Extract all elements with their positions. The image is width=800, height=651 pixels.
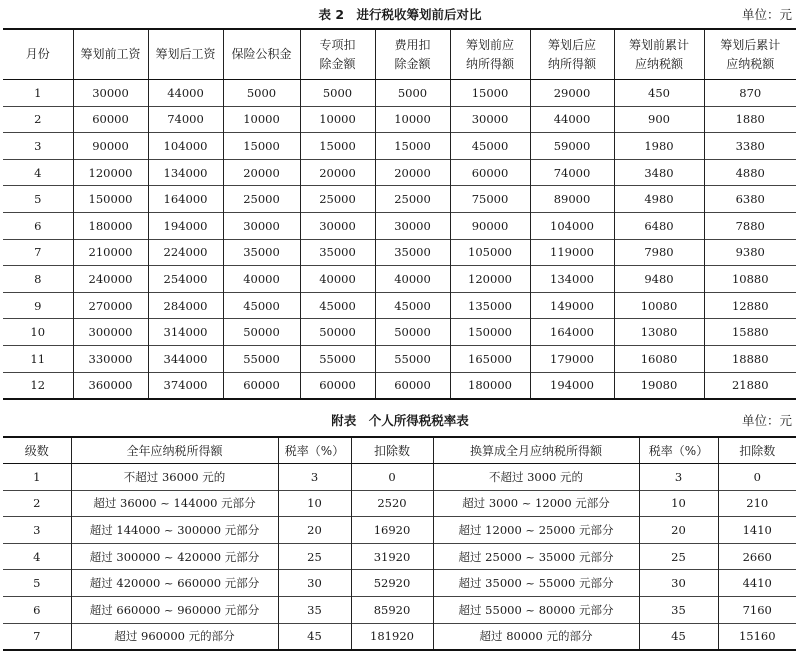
table2-cell: 15160 xyxy=(718,623,796,650)
table1-cell: 344000 xyxy=(148,345,223,372)
table1-cell: 104000 xyxy=(148,133,223,160)
table1-cell: 29000 xyxy=(530,80,614,107)
table1-cell: 40000 xyxy=(300,266,375,293)
table1-cell: 5000 xyxy=(300,80,375,107)
table2-cell: 4410 xyxy=(718,570,796,597)
table1-cell: 870 xyxy=(704,80,796,107)
table1-cell: 10880 xyxy=(704,266,796,293)
table1-cell: 314000 xyxy=(148,319,223,346)
table2-cell: 超过 420000 ~ 660000 元部分 xyxy=(71,570,278,597)
table2-cell: 6 xyxy=(3,596,71,623)
table1-cell: 11 xyxy=(3,345,73,372)
table1-cell: 15000 xyxy=(375,133,450,160)
table1-cell: 165000 xyxy=(450,345,530,372)
table1-header-line: 除金额 xyxy=(319,56,356,71)
table1-row xyxy=(3,292,796,319)
table2-cell: 超过 3000 ~ 12000 元部分 xyxy=(433,490,639,517)
table1-header-cell xyxy=(300,29,375,80)
table1-header-line: 筹划后应 xyxy=(547,37,596,52)
table2-cell: 超过 960000 元的部分 xyxy=(71,623,278,650)
table1-header-line: 纳所得额 xyxy=(465,56,514,71)
table2-cell: 16920 xyxy=(351,517,433,544)
table1-header-line: 保险公积金 xyxy=(231,47,292,61)
table1-header-line: 专项扣 xyxy=(319,37,356,52)
table2-header-row xyxy=(3,437,796,464)
table1-cell: 374000 xyxy=(148,372,223,399)
table1-cell: 105000 xyxy=(450,239,530,266)
table1-cell: 300000 xyxy=(73,319,148,346)
table1-header-line: 筹划前工资 xyxy=(80,47,141,61)
table2-cell: 210 xyxy=(718,490,796,517)
table1-row xyxy=(3,319,796,346)
tax-planning-comparison-table xyxy=(3,28,796,400)
table2-row xyxy=(3,464,796,491)
table1-cell: 9480 xyxy=(614,266,704,293)
table2-cell: 25 xyxy=(639,543,718,570)
table2-cell: 0 xyxy=(718,464,796,491)
table1-cell: 119000 xyxy=(530,239,614,266)
table2-row xyxy=(3,543,796,570)
table1-header-line: 月份 xyxy=(25,47,50,61)
table1-cell: 7980 xyxy=(614,239,704,266)
table1-cell: 6380 xyxy=(704,186,796,213)
table2-header-cell: 换算成全月应纳税所得额 xyxy=(433,437,639,464)
table1-cell: 90000 xyxy=(450,212,530,239)
table2-cell: 10 xyxy=(278,490,351,517)
table1-cell: 104000 xyxy=(530,212,614,239)
table1-cell: 6480 xyxy=(614,212,704,239)
table2-cell: 5 xyxy=(3,570,71,597)
table1-header-cell xyxy=(614,29,704,80)
table2-cell: 1410 xyxy=(718,517,796,544)
table1-header-row xyxy=(3,29,796,80)
table1-cell: 16080 xyxy=(614,345,704,372)
table1-header-line: 筹划前累计 xyxy=(628,37,689,52)
table2-caption xyxy=(0,410,800,432)
table1-row xyxy=(3,106,796,133)
table1-cell: 1880 xyxy=(704,106,796,133)
table1-cell: 35000 xyxy=(375,239,450,266)
table1-cell: 210000 xyxy=(73,239,148,266)
table2-cell: 3 xyxy=(639,464,718,491)
table1-row xyxy=(3,345,796,372)
table2-row xyxy=(3,517,796,544)
table1-cell: 45000 xyxy=(375,292,450,319)
table1-cell: 120000 xyxy=(450,266,530,293)
table1-cell: 60000 xyxy=(73,106,148,133)
table1-row xyxy=(3,239,796,266)
table1-cell: 135000 xyxy=(450,292,530,319)
table1-header-cell xyxy=(148,29,223,80)
table1-cell: 4980 xyxy=(614,186,704,213)
income-tax-rate-table xyxy=(3,436,796,651)
table1-header-cell xyxy=(375,29,450,80)
table2-cell: 10 xyxy=(639,490,718,517)
table1-row xyxy=(3,186,796,213)
table1-header-cell xyxy=(530,29,614,80)
table1-row xyxy=(3,80,796,107)
table2-cell: 超过 35000 ~ 55000 元部分 xyxy=(433,570,639,597)
table1-cell: 74000 xyxy=(148,106,223,133)
table1-cell: 3380 xyxy=(704,133,796,160)
table1-cell: 13080 xyxy=(614,319,704,346)
table1-header-cell xyxy=(704,29,796,80)
table1-header-cell xyxy=(3,29,73,80)
table1-cell: 270000 xyxy=(73,292,148,319)
table2-header-cell: 税率（%） xyxy=(278,437,351,464)
table1-cell: 40000 xyxy=(223,266,300,293)
table1-cell: 4880 xyxy=(704,159,796,186)
table1-cell: 450 xyxy=(614,80,704,107)
table1-cell: 75000 xyxy=(450,186,530,213)
table1-cell: 45000 xyxy=(300,292,375,319)
table2-cell: 超过 144000 ~ 300000 元部分 xyxy=(71,517,278,544)
table1-row xyxy=(3,372,796,399)
table1-cell: 44000 xyxy=(530,106,614,133)
table1-cell: 60000 xyxy=(450,159,530,186)
table1-cell: 164000 xyxy=(530,319,614,346)
table1-cell: 30000 xyxy=(223,212,300,239)
table1-row xyxy=(3,266,796,293)
table2-cell: 不超过 36000 元的 xyxy=(71,464,278,491)
table1-cell: 60000 xyxy=(223,372,300,399)
table2-cell: 2 xyxy=(3,490,71,517)
table1-row xyxy=(3,212,796,239)
table1-cell: 89000 xyxy=(530,186,614,213)
table1-cell: 6 xyxy=(3,212,73,239)
table1-cell: 5000 xyxy=(223,80,300,107)
table2-cell: 45 xyxy=(278,623,351,650)
table1-header-line: 应纳税额 xyxy=(726,56,775,71)
table2-cell: 181920 xyxy=(351,623,433,650)
table2-cell: 52920 xyxy=(351,570,433,597)
table1-cell: 90000 xyxy=(73,133,148,160)
table1-cell: 284000 xyxy=(148,292,223,319)
table1-cell: 12880 xyxy=(704,292,796,319)
table2-cell: 超过 12000 ~ 25000 元部分 xyxy=(433,517,639,544)
table2-cell: 20 xyxy=(278,517,351,544)
table1-title: 表 2 进行税收筹划前后对比 xyxy=(318,7,482,22)
table2-cell: 超过 25000 ~ 35000 元部分 xyxy=(433,543,639,570)
table1-cell: 35000 xyxy=(223,239,300,266)
table2-cell: 超过 660000 ~ 960000 元部分 xyxy=(71,596,278,623)
table1-cell: 12 xyxy=(3,372,73,399)
table1-cell: 40000 xyxy=(375,266,450,293)
table2-cell: 30 xyxy=(278,570,351,597)
table1-cell: 55000 xyxy=(375,345,450,372)
table1-header-cell xyxy=(223,29,300,80)
table1-cell: 3480 xyxy=(614,159,704,186)
table1-cell: 900 xyxy=(614,106,704,133)
table2-row xyxy=(3,490,796,517)
table1-cell: 25000 xyxy=(300,186,375,213)
table1-cell: 50000 xyxy=(375,319,450,346)
table2-cell: 1 xyxy=(33,469,41,484)
table1-cell: 120000 xyxy=(73,159,148,186)
table2-cell: 2520 xyxy=(351,490,433,517)
table1-row xyxy=(3,133,796,160)
table1-cell: 134000 xyxy=(530,266,614,293)
table2-cell: 超过 36000 ~ 144000 元部分 xyxy=(71,490,278,517)
table1-cell: 30000 xyxy=(73,80,148,107)
table1-cell: 30000 xyxy=(450,106,530,133)
table1-cell: 74000 xyxy=(530,159,614,186)
table2-cell: 超过 80000 元的部分 xyxy=(433,623,639,650)
table1-cell: 50000 xyxy=(300,319,375,346)
table2-header-cell: 税率（%） xyxy=(639,437,718,464)
table1-cell: 7 xyxy=(3,239,73,266)
table1-header-cell xyxy=(450,29,530,80)
table2-header-cell: 全年应纳税所得额 xyxy=(71,437,278,464)
table2-cell: 7160 xyxy=(718,596,796,623)
table1-cell: 330000 xyxy=(73,345,148,372)
table1-cell: 224000 xyxy=(148,239,223,266)
table2-cell: 20 xyxy=(639,517,718,544)
table1-cell: 5000 xyxy=(375,80,450,107)
table1-cell: 60000 xyxy=(375,372,450,399)
table1-cell: 179000 xyxy=(530,345,614,372)
table2-cell: 35 xyxy=(278,596,351,623)
table2-cell: 4 xyxy=(3,543,71,570)
table1-cell: 19080 xyxy=(614,372,704,399)
table1-cell: 194000 xyxy=(530,372,614,399)
table1-cell: 10000 xyxy=(223,106,300,133)
table1-unit: 单位：元 xyxy=(741,7,792,22)
table1-cell: 5 xyxy=(3,186,73,213)
table1-cell: 15000 xyxy=(300,133,375,160)
table1-cell: 60000 xyxy=(300,372,375,399)
table2-row xyxy=(3,596,796,623)
table2-cell: 7 xyxy=(3,623,71,650)
table1-header-cell xyxy=(73,29,148,80)
table1-cell: 59000 xyxy=(530,133,614,160)
table1-header-line: 纳所得额 xyxy=(547,56,596,71)
table1-cell: 149000 xyxy=(530,292,614,319)
table1-cell: 30000 xyxy=(375,212,450,239)
table1-header-line: 筹划后工资 xyxy=(155,47,216,61)
table2-cell: 35 xyxy=(639,596,718,623)
table2-cell: 30 xyxy=(639,570,718,597)
table1-cell: 2 xyxy=(3,106,73,133)
table1-cell: 45000 xyxy=(450,133,530,160)
table1-cell: 8 xyxy=(3,266,73,293)
table1-cell: 360000 xyxy=(73,372,148,399)
table1-cell: 254000 xyxy=(148,266,223,293)
table1-caption xyxy=(0,4,800,26)
table1-cell: 180000 xyxy=(73,212,148,239)
table1-cell: 15000 xyxy=(223,133,300,160)
table1-cell: 150000 xyxy=(450,319,530,346)
table2-header-cell: 级数 xyxy=(3,437,71,464)
table1-cell: 1 xyxy=(34,85,42,100)
table2-cell: 31920 xyxy=(351,543,433,570)
table1-cell: 10000 xyxy=(300,106,375,133)
table1-cell: 20000 xyxy=(223,159,300,186)
table1-cell: 164000 xyxy=(148,186,223,213)
table1-cell: 20000 xyxy=(300,159,375,186)
table2-cell: 3 xyxy=(278,464,351,491)
table1-cell: 55000 xyxy=(300,345,375,372)
table2-cell: 不超过 3000 元的 xyxy=(433,464,639,491)
table1-cell: 1980 xyxy=(614,133,704,160)
table2-unit: 单位：元 xyxy=(741,413,792,428)
table1-cell: 44000 xyxy=(148,80,223,107)
table1-cell: 10080 xyxy=(614,292,704,319)
table1-cell: 45000 xyxy=(223,292,300,319)
table2-cell: 3 xyxy=(3,517,71,544)
table1-cell: 7880 xyxy=(704,212,796,239)
table1-header-line: 筹划前应 xyxy=(465,37,514,52)
table1-cell: 55000 xyxy=(223,345,300,372)
table2-cell: 超过 55000 ~ 80000 元部分 xyxy=(433,596,639,623)
table1-cell: 194000 xyxy=(148,212,223,239)
table2-row xyxy=(3,570,796,597)
table1-cell: 150000 xyxy=(73,186,148,213)
table1-cell: 134000 xyxy=(148,159,223,186)
table1-cell: 10 xyxy=(3,319,73,346)
table1-row xyxy=(3,159,796,186)
table1-cell: 15880 xyxy=(704,319,796,346)
table2-header-cell: 扣除数 xyxy=(718,437,796,464)
table1-cell: 10000 xyxy=(375,106,450,133)
table1-header-line: 筹划后累计 xyxy=(720,37,781,52)
table1-header-line: 费用扣 xyxy=(394,37,431,52)
table2-cell: 45 xyxy=(639,623,718,650)
table2-cell: 超过 300000 ~ 420000 元部分 xyxy=(71,543,278,570)
table2-cell: 2660 xyxy=(718,543,796,570)
table1-cell: 9 xyxy=(3,292,73,319)
table2-cell: 85920 xyxy=(351,596,433,623)
table1-cell: 30000 xyxy=(300,212,375,239)
table1-cell: 25000 xyxy=(375,186,450,213)
table1-cell: 21880 xyxy=(704,372,796,399)
table1-header-line: 应纳税额 xyxy=(634,56,683,71)
table1-cell: 50000 xyxy=(223,319,300,346)
table1-cell: 240000 xyxy=(73,266,148,293)
table2-header-cell: 扣除数 xyxy=(351,437,433,464)
table1-cell: 3 xyxy=(3,133,73,160)
table1-cell: 180000 xyxy=(450,372,530,399)
table1-cell: 25000 xyxy=(223,186,300,213)
table2-cell: 25 xyxy=(278,543,351,570)
table1-header-line: 除金额 xyxy=(394,56,431,71)
table1-cell: 20000 xyxy=(375,159,450,186)
table1-cell: 35000 xyxy=(300,239,375,266)
table1-cell: 18880 xyxy=(704,345,796,372)
table2-cell: 0 xyxy=(351,464,433,491)
table2-row xyxy=(3,623,796,650)
table2-title: 附表 个人所得税税率表 xyxy=(331,413,469,428)
table1-cell: 9380 xyxy=(704,239,796,266)
table1-cell: 4 xyxy=(3,159,73,186)
table1-cell: 15000 xyxy=(450,80,530,107)
